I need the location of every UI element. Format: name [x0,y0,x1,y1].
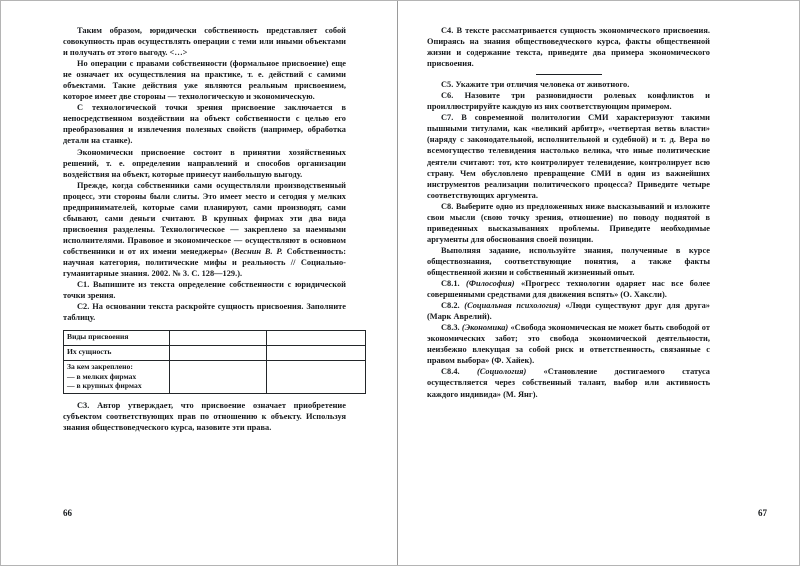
task-label: С6. [441,91,454,101]
paragraph: С технологической точки зрения присвоение заключается в непосредственном воздействии на объект собственности с целью его преобразования и извлечения полезных свойств (например, обработка детали на станке). [63,103,346,146]
right-text-column [427,25,710,400]
task-c7 [427,112,710,200]
quote-text: «Становление достигаемого статуса осуществляется через собственный талант, выбор или активность каждого индивида» (М. Янг). [427,367,710,399]
table-row-label [64,361,170,394]
task-text: Назовите три разновидности ролевых конфликтов и проиллюстрируйте каждую из них соответствующим примером. [427,91,710,112]
quote-text: «Прогресс технологии одаряет нас все более совершенными средствами для движения вспять» (О. Хаксли). [427,279,710,300]
quote-paragraph [63,180,346,279]
quote-topic: (Социология) [476,367,527,377]
task-c2 [63,301,346,323]
task-label: С8. [441,201,454,211]
table-cell-blank[interactable] [170,346,267,361]
table-row-label-main: За кем закреплено: [67,362,133,372]
quote-option-c8-1 [427,278,710,300]
task-c5 [427,79,710,90]
table-row [64,361,366,394]
section-divider-rule [536,74,602,75]
quote-source: Веснин В. Р. [234,246,283,256]
task-text: Выпишите из текста определение собственности с юридической точки зрения. [63,280,346,301]
right-page [398,1,799,565]
quote-label: С8.3. [441,323,460,333]
task-c1 [63,279,346,301]
task-label: С1. [77,280,90,290]
quote-body: Прежде, когда собственники сами осуществляли производственный процесс, эти стороны были слиты. Это имеет место и сегодня у мелких предпринимателей, которые сами планируют, сами производят, сами сбывают, сами деньги считают. В крупных фирмах эти два вида присвоения разделены. Технологическое — закреплено за наемными исполнителями. Правовое и экономическое — осуществляют в основном собственники и от их имени менеджеры» ( [63,180,346,256]
task-c6 [427,90,710,112]
table-row [64,346,366,361]
paragraph: Таким образом, юридически собственность представляет собой совокупность прав осуществлять операции с теми или иными объектами и получать от этого выгоду. <…> [63,26,346,58]
task-c4 [427,25,710,69]
task-text: В современной политологии СМИ характеризуют такими пышными титулами, как «великий арбитр», «четвертая ветвь власти» (наряду с законодательной, исполнительной и судебной) и т. д. Вера во всемогущество телевидения настолько велика, что иные политические деятели считают: тот, кто контролирует телевидение, контролирует всю страну. Чем обусловлено превращение СМИ в один из важнейших инструментов реализации политического процесса? Приведите четыре соответствующих аргумента. [427,113,710,200]
task-text: В тексте рассматривается сущность экономического присвоения. Опираясь на знания обществоведческого курса, факты общественной жизни и содержание текста, приведите два примера экономического присвоения. [427,26,710,69]
quote-text: «Свобода экономическая не может быть свободой от экономических забот; это свобода экономической деятельности, неизбежно влекущая за собой риск и ответственность, связанные с правом выбора» (Ф. Хайек). [427,323,710,366]
table-cell-blank[interactable] [267,346,366,361]
page-number-left: 66 [63,508,72,518]
task-text: Укажите три отличия человека от животного. [453,80,630,90]
paragraph: Экономически присвоение состоит в принятии хозяйственных решений, т. е. определении направлений и способов организации воздействия на объект, которые принесут наибольшую выгоду. [63,147,346,179]
quote-topic: (Социальная психология) [464,301,561,311]
page-number-right: 67 [758,508,767,518]
quote-label: С8.2. [441,301,460,311]
quote-option-c8-2 [427,300,710,322]
quote-label: С8.1. [441,279,460,289]
table-row-subline: — в крупных фирмах [67,381,142,391]
table-row-label: Их сущность [64,346,170,361]
table-cell-blank[interactable] [267,361,366,394]
table-row [64,331,366,346]
task-text: Автор утверждает, что присвоение означает приобретение субъектом соответствующих прав по отношению к объекту. Используя знания обществоведческого курса, назовите эти права. [63,400,346,432]
appropriation-table [63,330,366,394]
book-spread [1,1,799,565]
quote-topic: (Философия) [466,279,515,289]
quote-topic: (Экономика) [461,323,509,333]
task-c8 [427,201,710,245]
task-text: Выберите одно из предложенных ниже высказываний и изложите свои мысли (свою точку зрения, отношение) по поводу поднятой в приведенных высказываниях проблемы. Приведите необходимые аргументы для обоснования своей позиции. [427,201,710,244]
table-cell-blank[interactable] [267,331,366,346]
task-instruction: Выполняя задание, используйте знания, полученные в курсе обществознания, соответствующие понятия, а также факты общественной жизни и собственный жизненный опыт. [427,245,710,277]
quote-label: С8.4. [441,367,460,377]
table-row-subline: — в мелких фирмах [67,371,137,381]
task-label: С7. [441,113,454,123]
quote-citation: Собственность: научная категория, политические мифы и реальность // Социально-гуманитарные знания. 2002. № 3. С. 128—129.). [63,246,347,279]
table-row-label: Виды присвоения [64,331,170,346]
quote-option-c8-4 [427,366,710,399]
task-label: С3. [77,400,90,410]
paragraph: Но операции с правами собственности (формальное присвоение) еще не означает их осуществления на практике, т. е. действий с самими объектами. Такие действия уже являются реальным присвоением, которое имеет две стороны — технологическую и экономическую. [63,59,346,102]
task-c3 [63,400,346,433]
table-cell-blank[interactable] [170,361,267,394]
task-label: С2. [77,302,90,312]
task-label: С5. [441,80,454,90]
task-text: На основании текста раскройте сущность присвоения. Заполните таблицу. [63,302,346,323]
table-cell-blank[interactable] [170,331,267,346]
quote-option-c8-3 [427,322,710,366]
quote-text: «Люди существуют друг для друга» (Марк Аврелий). [427,301,711,322]
left-text-column [63,25,346,433]
task-label: С4. [441,26,454,35]
left-page [1,1,398,565]
